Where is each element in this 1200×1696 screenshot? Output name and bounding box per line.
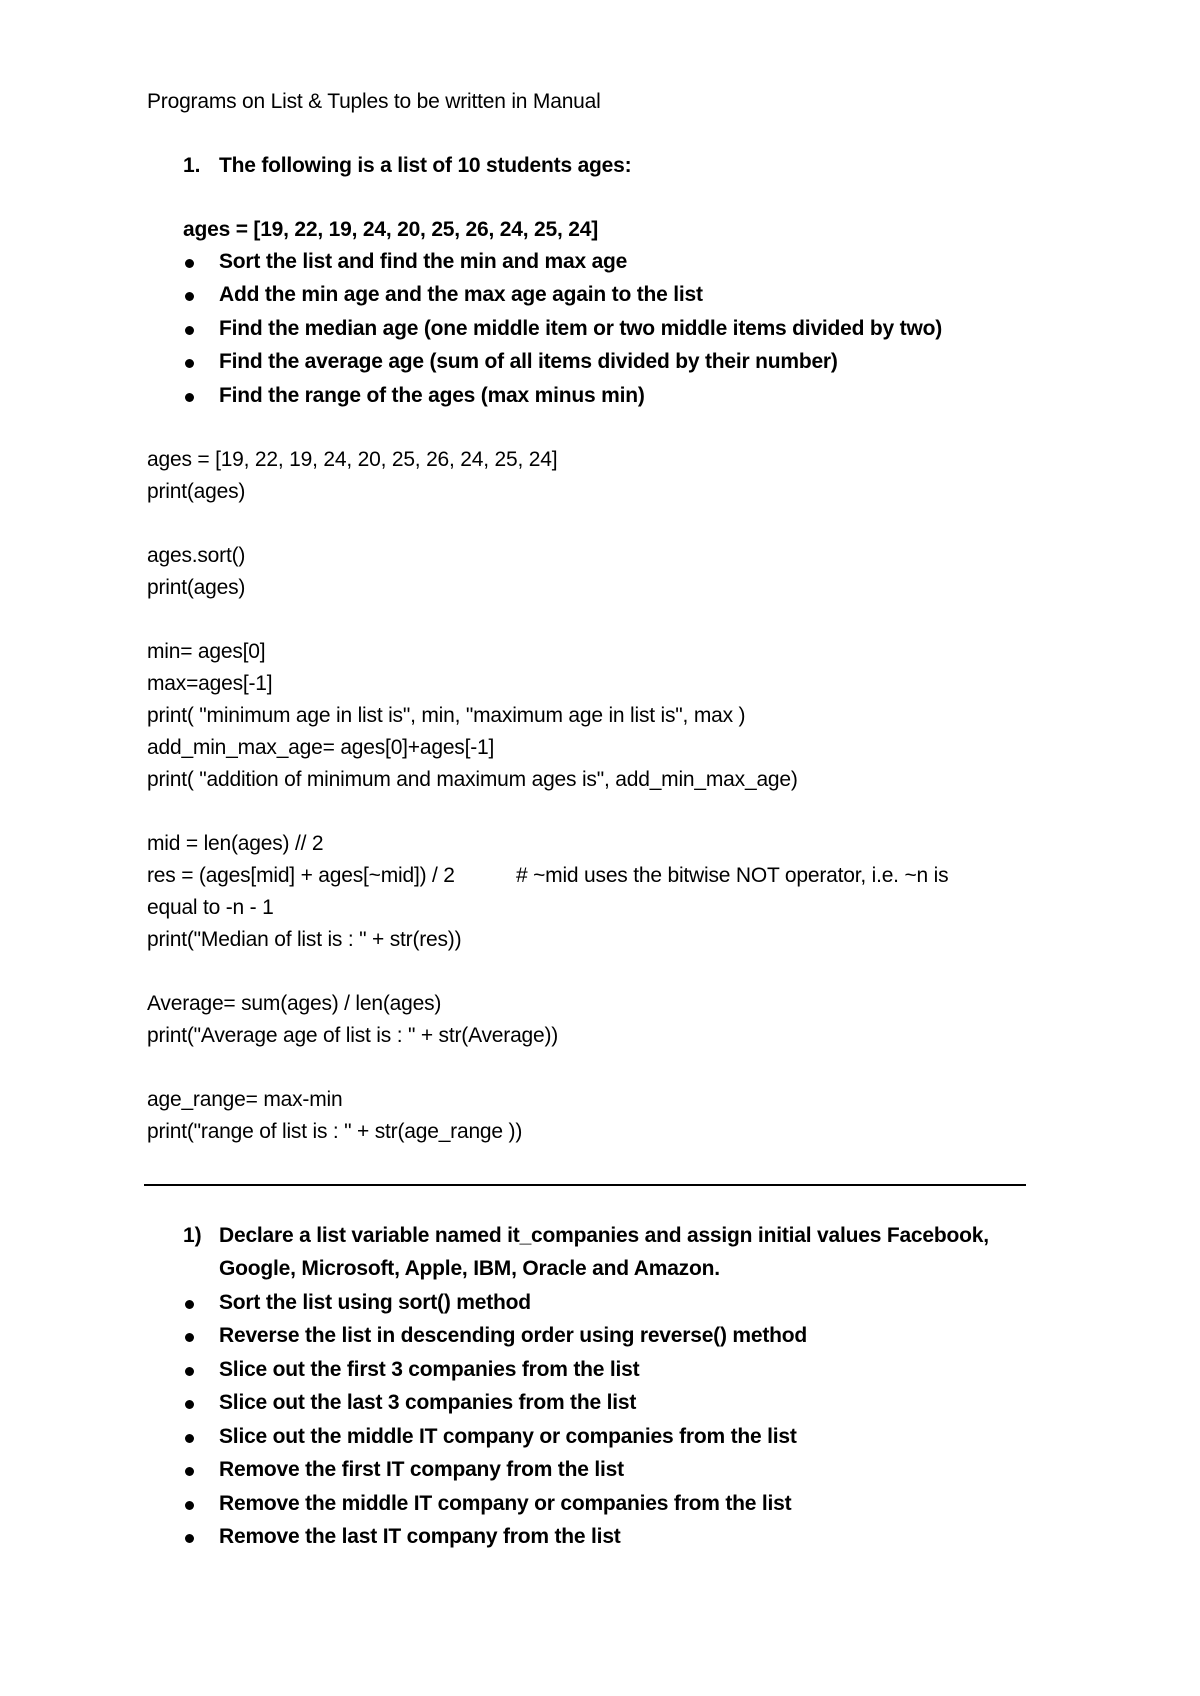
bullet-icon <box>185 259 194 268</box>
task-item: Remove the last IT company from the list <box>219 1525 621 1548</box>
bullet-icon <box>185 1400 194 1409</box>
ages-list-line: ages = [19, 22, 19, 24, 20, 25, 26, 24, 25, 24] <box>183 218 598 241</box>
code-line: equal to -n - 1 <box>147 896 274 919</box>
task-item: Find the median age (one middle item or two middle items divided by two) <box>219 317 943 340</box>
bullet-icon <box>185 292 194 301</box>
bullet-icon <box>185 1300 194 1309</box>
code-line: print("Average age of list is : " + str(Average)) <box>147 1024 559 1047</box>
code-comment: # ~mid uses the bitwise NOT operator, i.e. ~n is <box>516 864 949 887</box>
bullet-icon <box>185 1501 194 1510</box>
bullet-icon <box>185 1467 194 1476</box>
page-title: Programs on List & Tuples to be written in Manual <box>147 90 601 113</box>
task-item: Reverse the list in descending order using reverse() method <box>219 1324 808 1347</box>
code-line: max=ages[-1] <box>147 672 273 695</box>
task-item: Sort the list and find the min and max age <box>219 250 628 273</box>
code-line: print( "minimum age in list is", min, "maximum age in list is", max ) <box>147 704 746 727</box>
code-line: res = (ages[mid] + ages[~mid]) / 2 <box>147 864 455 887</box>
bullet-icon <box>185 359 194 368</box>
bullet-icon <box>185 326 194 335</box>
bullet-icon <box>185 1534 194 1543</box>
task-item: Slice out the middle IT company or companies from the list <box>219 1425 797 1448</box>
code-line: min= ages[0] <box>147 640 266 663</box>
code-line: print("range of list is : " + str(age_range )) <box>147 1120 523 1143</box>
code-line: print( "addition of minimum and maximum ages is", add_min_max_age) <box>147 768 798 791</box>
question-text: The following is a list of 10 students ages: <box>219 154 632 177</box>
code-line: add_min_max_age= ages[0]+ages[-1] <box>147 736 495 759</box>
code-line: print(ages) <box>147 480 246 503</box>
code-line: ages.sort() <box>147 544 246 567</box>
code-line: ages = [19, 22, 19, 24, 20, 25, 26, 24, 25, 24] <box>147 448 558 471</box>
question-text: Declare a list variable named it_companies and assign initial values Facebook, <box>219 1224 989 1247</box>
bullet-icon <box>185 1367 194 1376</box>
code-line: print("Median of list is : " + str(res)) <box>147 928 462 951</box>
code-line: age_range= max-min <box>147 1088 343 1111</box>
task-item: Remove the middle IT company or companies from the list <box>219 1492 792 1515</box>
horizontal-divider <box>144 1184 1026 1186</box>
task-item: Remove the first IT company from the list <box>219 1458 624 1481</box>
bullet-icon <box>185 393 194 402</box>
code-line: print(ages) <box>147 576 246 599</box>
bullet-icon <box>185 1434 194 1443</box>
task-item: Sort the list using sort() method <box>219 1291 531 1314</box>
task-item: Slice out the first 3 companies from the list <box>219 1358 640 1381</box>
question-text-continued: Google, Microsoft, Apple, IBM, Oracle and Amazon. <box>219 1257 720 1280</box>
task-item: Slice out the last 3 companies from the list <box>219 1391 637 1414</box>
question-number: 1) <box>183 1224 202 1247</box>
task-item: Find the average age (sum of all items divided by their number) <box>219 350 838 373</box>
task-item: Find the range of the ages (max minus min) <box>219 384 645 407</box>
code-line: Average= sum(ages) / len(ages) <box>147 992 442 1015</box>
question-number: 1. <box>183 154 201 177</box>
task-item: Add the min age and the max age again to the list <box>219 283 703 306</box>
bullet-icon <box>185 1333 194 1342</box>
code-line: mid = len(ages) // 2 <box>147 832 324 855</box>
